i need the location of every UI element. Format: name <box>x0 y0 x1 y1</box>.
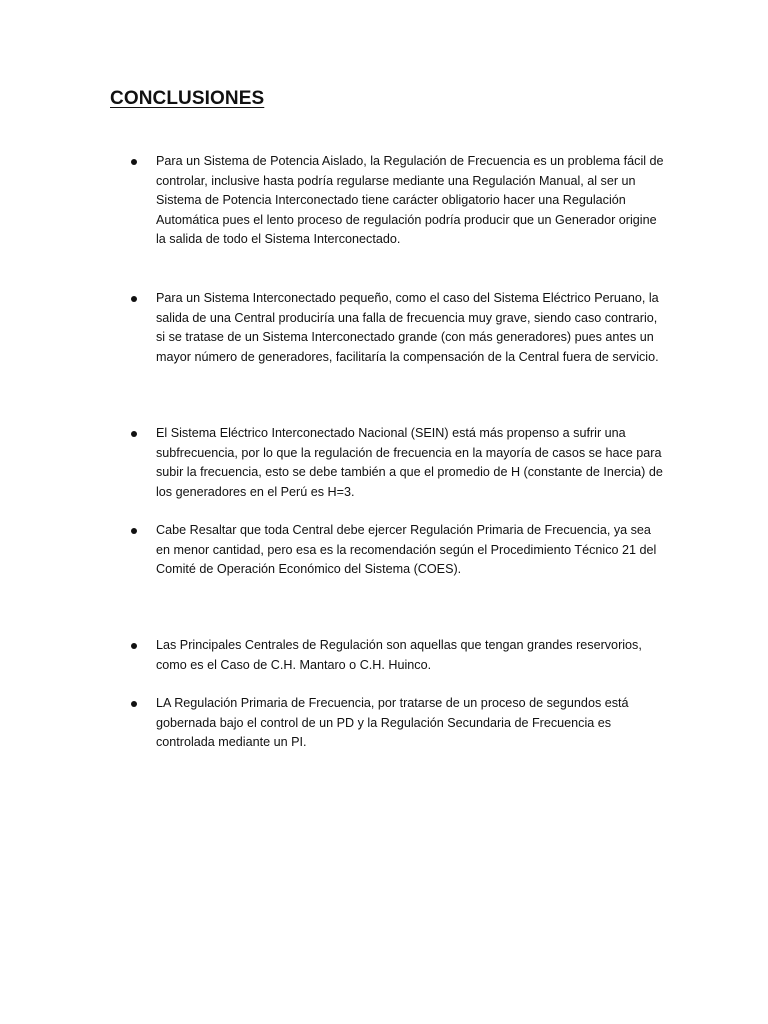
page-title: CONCLUSIONES <box>110 88 265 109</box>
bullet-icon <box>131 701 137 707</box>
list-item-text: El Sistema Eléctrico Interconectado Nacional (SEIN) está más propenso a sufrir una subfrecuencia, por lo que la regulación de frecuencia en la mayoría de casos se hace para subir la frecuencia, esto se debe también a que el promedio de H (constante de Inercia) de los generadores en el Perú es H=3. <box>156 426 663 499</box>
bullet-icon <box>131 296 137 302</box>
bullet-icon <box>131 159 137 165</box>
bullet-icon <box>131 528 137 534</box>
list-item-text: Cabe Resaltar que toda Central debe ejercer Regulación Primaria de Frecuencia, ya sea en menor cantidad, pero esa es la recomendación según el Procedimiento Técnico 21 del Comité de Operación Económico del Sistema (COES). <box>156 523 657 576</box>
list-item-text: Las Principales Centrales de Regulación son aquellas que tengan grandes reservorios, como es el Caso de C.H. Mantaro o C.H. Huinco. <box>156 638 642 672</box>
list-item-text: LA Regulación Primaria de Frecuencia, por tratarse de un proceso de segundos está gobernada bajo el control de un PD y la Regulación Secundaria de Frecuencia es controlada mediante un PI. <box>156 696 629 749</box>
bullet-icon <box>131 431 137 437</box>
list-item-text: Para un Sistema Interconectado pequeño, como el caso del Sistema Eléctrico Peruano, la salida de una Central produciría una falla de frecuencia muy grave, siendo caso contrario, si se tratase de un Sistema Interconectado grande (con más generadores) pues antes un mayor número de generadores, facilitaría la compensación de la Central fuera de servicio. <box>156 291 659 364</box>
bullet-icon <box>131 643 137 649</box>
list-item-text: Para un Sistema de Potencia Aislado, la Regulación de Frecuencia es un problema fácil de controlar, inclusive hasta podría regularse mediante una Regulación Manual, al ser un Sistema de Potencia Interconectado tiene carácter obligatorio hacer una Regulación Automática pues el lento proceso de regulación podría producir que un Generador origine la salida de todo el Sistema Interconectado. <box>156 154 664 246</box>
